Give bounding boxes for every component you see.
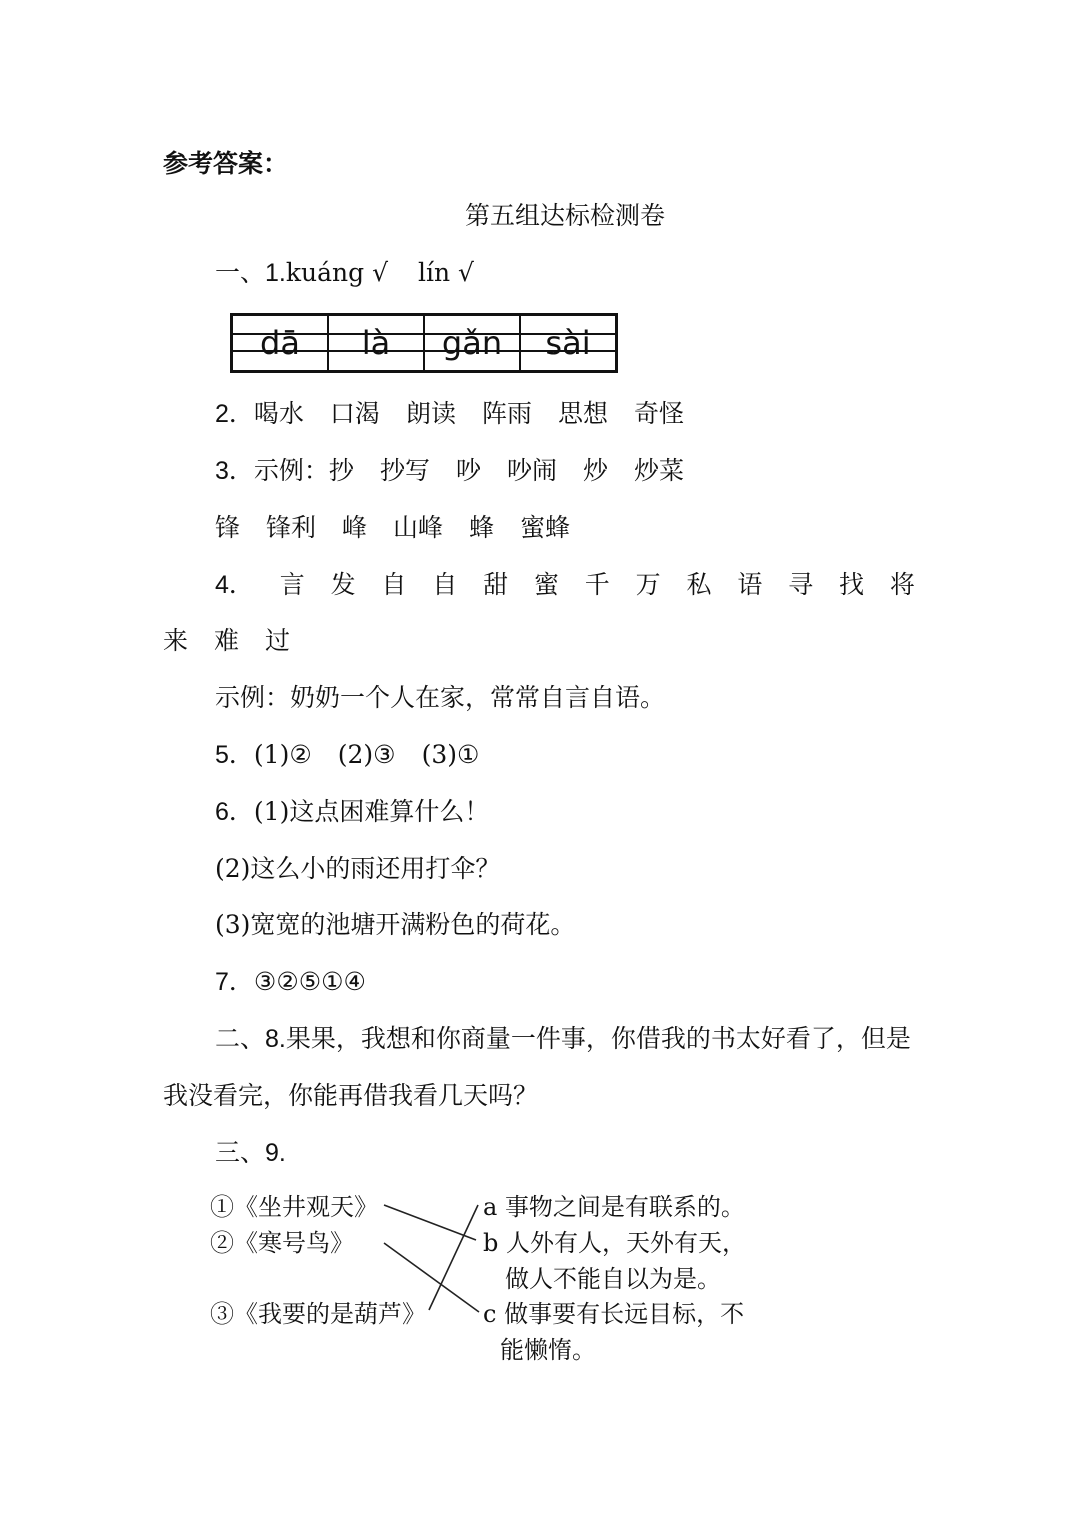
q4-char: 过 xyxy=(265,626,291,655)
q3-word: 峰 xyxy=(342,513,368,542)
q6-label: 6． xyxy=(215,798,254,826)
q3-prefix: 示例： xyxy=(253,456,329,485)
match-right-c-1: c 做事要有长远目标，不 xyxy=(483,1300,745,1328)
s3-label: 三、9. xyxy=(215,1139,286,1167)
page-heading: 参考答案： xyxy=(163,149,289,178)
q5-item: (1)② xyxy=(253,740,312,769)
q5-label: 5． xyxy=(215,741,254,769)
q4-char: 自 xyxy=(432,570,458,599)
q2-word: 朗读 xyxy=(405,399,456,428)
q4-char: 寻 xyxy=(788,570,814,599)
q4-char: 难 xyxy=(214,626,240,655)
q5-item: (2)③ xyxy=(337,740,396,769)
q6-answer-2: (2)这么小的雨还用打伞？ xyxy=(215,854,501,883)
q2-word: 喝水 xyxy=(253,399,304,428)
q2-label: 2． xyxy=(215,400,254,428)
s2-label: 二、8. xyxy=(215,1025,286,1053)
q4-label: 4． xyxy=(215,571,254,599)
pinyin-text: là xyxy=(361,324,391,362)
q4-char: 甜 xyxy=(483,570,509,599)
q6-answer-3: (3)宽宽的池塘开满粉色的荷花。 xyxy=(215,910,576,939)
match-right-c-2: 能懒惰。 xyxy=(500,1336,596,1364)
pinyin-text: sài xyxy=(545,324,591,362)
q3-word: 锋 xyxy=(215,513,241,542)
q4-char: 将 xyxy=(889,570,915,599)
match-right-b-2: 做人不能自以为是。 xyxy=(505,1265,721,1293)
s2-text-1: 果果，我想和你商量一件事，你借我的书太好看了，但是 xyxy=(285,1024,911,1053)
match-left-2: ②《寒号鸟》 xyxy=(210,1229,354,1257)
q5-item: (3)① xyxy=(421,740,480,769)
page-title: 第五组达标检测卷 xyxy=(465,201,666,230)
q4-char: 来 xyxy=(163,626,189,655)
q3-word: 抄写 xyxy=(379,456,430,485)
q2-word: 思想 xyxy=(557,399,608,428)
q4-char: 万 xyxy=(635,570,661,599)
q4-char: 蜜 xyxy=(533,570,559,599)
q4-char: 私 xyxy=(686,570,712,599)
q1-pinyin-2: lín √ xyxy=(418,258,474,287)
q4-char: 千 xyxy=(584,570,610,599)
q3-word: 蜂 xyxy=(469,513,495,542)
q1-label: 一、1. xyxy=(215,259,286,287)
q3-word: 锋利 xyxy=(266,513,317,542)
q3-word: 吵 xyxy=(455,456,481,485)
q4-char: 言 xyxy=(279,570,305,599)
match-right-b-1: b 人外有人，天外有天， xyxy=(483,1229,746,1257)
match-line-2-c xyxy=(384,1243,479,1312)
q3-word: 吵闹 xyxy=(506,456,557,485)
q3-word: 炒菜 xyxy=(634,456,685,485)
pinyin-text: dā xyxy=(260,324,300,362)
q3-word: 抄 xyxy=(328,456,354,485)
q4-char: 找 xyxy=(839,570,865,599)
q3-label: 3． xyxy=(215,457,254,485)
q7-answer: ③②⑤①④ xyxy=(253,967,366,996)
q3-word: 山峰 xyxy=(393,513,444,542)
q2-word: 口渴 xyxy=(329,399,380,428)
match-left-1: ①《坐井观天》 xyxy=(210,1193,378,1221)
q6-answer-1: (1)这点困难算什么！ xyxy=(253,797,490,826)
q2-word: 阵雨 xyxy=(481,399,532,428)
q3-word: 蜜蜂 xyxy=(520,513,571,542)
q7-label: 7． xyxy=(215,968,254,996)
match-right-a: a 事物之间是有联系的。 xyxy=(483,1193,745,1221)
q2-word: 奇怪 xyxy=(633,399,684,428)
match-left-3: ③《我要的是葫芦》 xyxy=(210,1300,426,1328)
q4-char: 自 xyxy=(381,570,407,599)
q1-pinyin-1: kuáng √ xyxy=(285,258,388,287)
q3-word: 炒 xyxy=(582,456,608,485)
pinyin-text: gǎn xyxy=(441,324,503,362)
q4-char: 发 xyxy=(330,570,356,599)
s2-text-2: 我没看完，你能再借我看几天吗？ xyxy=(163,1081,539,1110)
match-line-1-b xyxy=(384,1205,476,1240)
q4-example: 示例：奶奶一个人在家，常常自言自语。 xyxy=(215,683,666,712)
q4-char: 语 xyxy=(737,570,763,599)
